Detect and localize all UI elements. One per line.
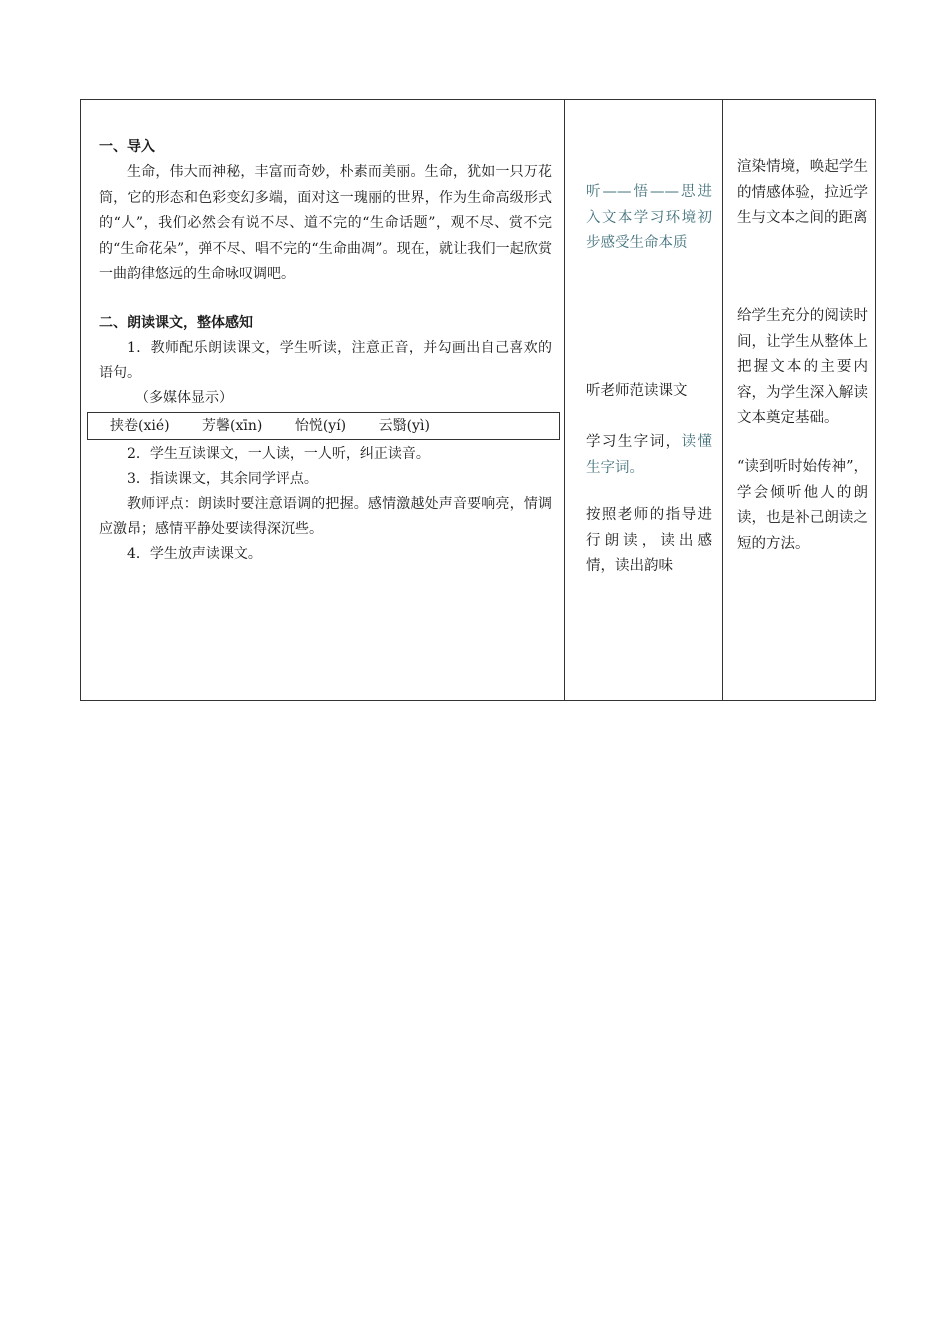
student-activity-3a: 学习生字词， <box>586 434 682 450</box>
section1-paragraph: 生命，伟大而神秘，丰富而奇妙，朴素而美丽。生命，犹如一只万花筒，它的形态和色彩变幻多端，面对这一瑰丽的世界，作为生命高级形式的“人”，我们必然会有说不尽、道不完的“生命话题”，观不尽、赏不完的“生命花朵”，弹不尽、唱不完的“生命曲凋”。现在，就让我们一起欣赏一曲韵律悠远的生命咏叹调吧。 <box>99 164 552 282</box>
student-activity-3 <box>586 430 712 481</box>
section-gap <box>99 288 552 310</box>
teacher-comment: 教师评点：朗读时要注意语调的把握。感情激越处声音要响亮，情调应激昂；感情平静处要读得深沉些。 <box>99 495 552 537</box>
step-3: 3．指读课文，其余同学评点。 <box>127 470 318 487</box>
student-activity-3b: 读懂生字词。 <box>586 434 713 476</box>
student-activity-1: 听——悟——思进入文本学习环境初步感受生命本质 <box>586 184 712 251</box>
section2-heading: 二、朗读课文，整体感知 <box>99 314 253 331</box>
vocab-word-1: 挟卷(xié) <box>110 417 170 434</box>
design-purpose-cell <box>723 100 876 700</box>
student-activity-4: 按照老师的指导进行朗读，读出感情，读出韵味 <box>586 507 712 574</box>
design-purpose-3: “读到听时始传神”，学会倾听他人的朗读，也是补己朗读之短的方法。 <box>737 459 868 552</box>
section1-heading: 一、导入 <box>99 139 155 155</box>
design-purpose-1: 渲染情境，唤起学生的情感体验，拉近学生与文本之间的距离 <box>737 159 868 226</box>
step-2: 2．学生互读课文，一人读，一人听，纠正读音。 <box>127 445 430 462</box>
student-activity-cell <box>565 100 722 700</box>
vocab-box <box>87 412 560 440</box>
vocab-word-2: 芳馨(xīn) <box>202 417 263 434</box>
vocab-word-4: 云翳(yì) <box>378 417 430 434</box>
lesson-plan-table <box>80 99 876 701</box>
teaching-content-cell <box>81 100 564 700</box>
student-activity-2: 听老师范读课文 <box>586 383 688 399</box>
multimedia-note: （多媒体显示） <box>135 389 233 406</box>
step-4: 4．学生放声读课文。 <box>127 545 262 562</box>
step-1: 1．教师配乐朗读课文，学生听读，注意正音，并勾画出自己喜欢的语句。 <box>99 339 552 381</box>
vocab-word-3: 怡悦(yí) <box>294 417 347 434</box>
design-purpose-2: 给学生充分的阅读时间，让学生从整体上把握文本的主要内容，为学生深入解读文本奠定基础。 <box>737 308 868 426</box>
